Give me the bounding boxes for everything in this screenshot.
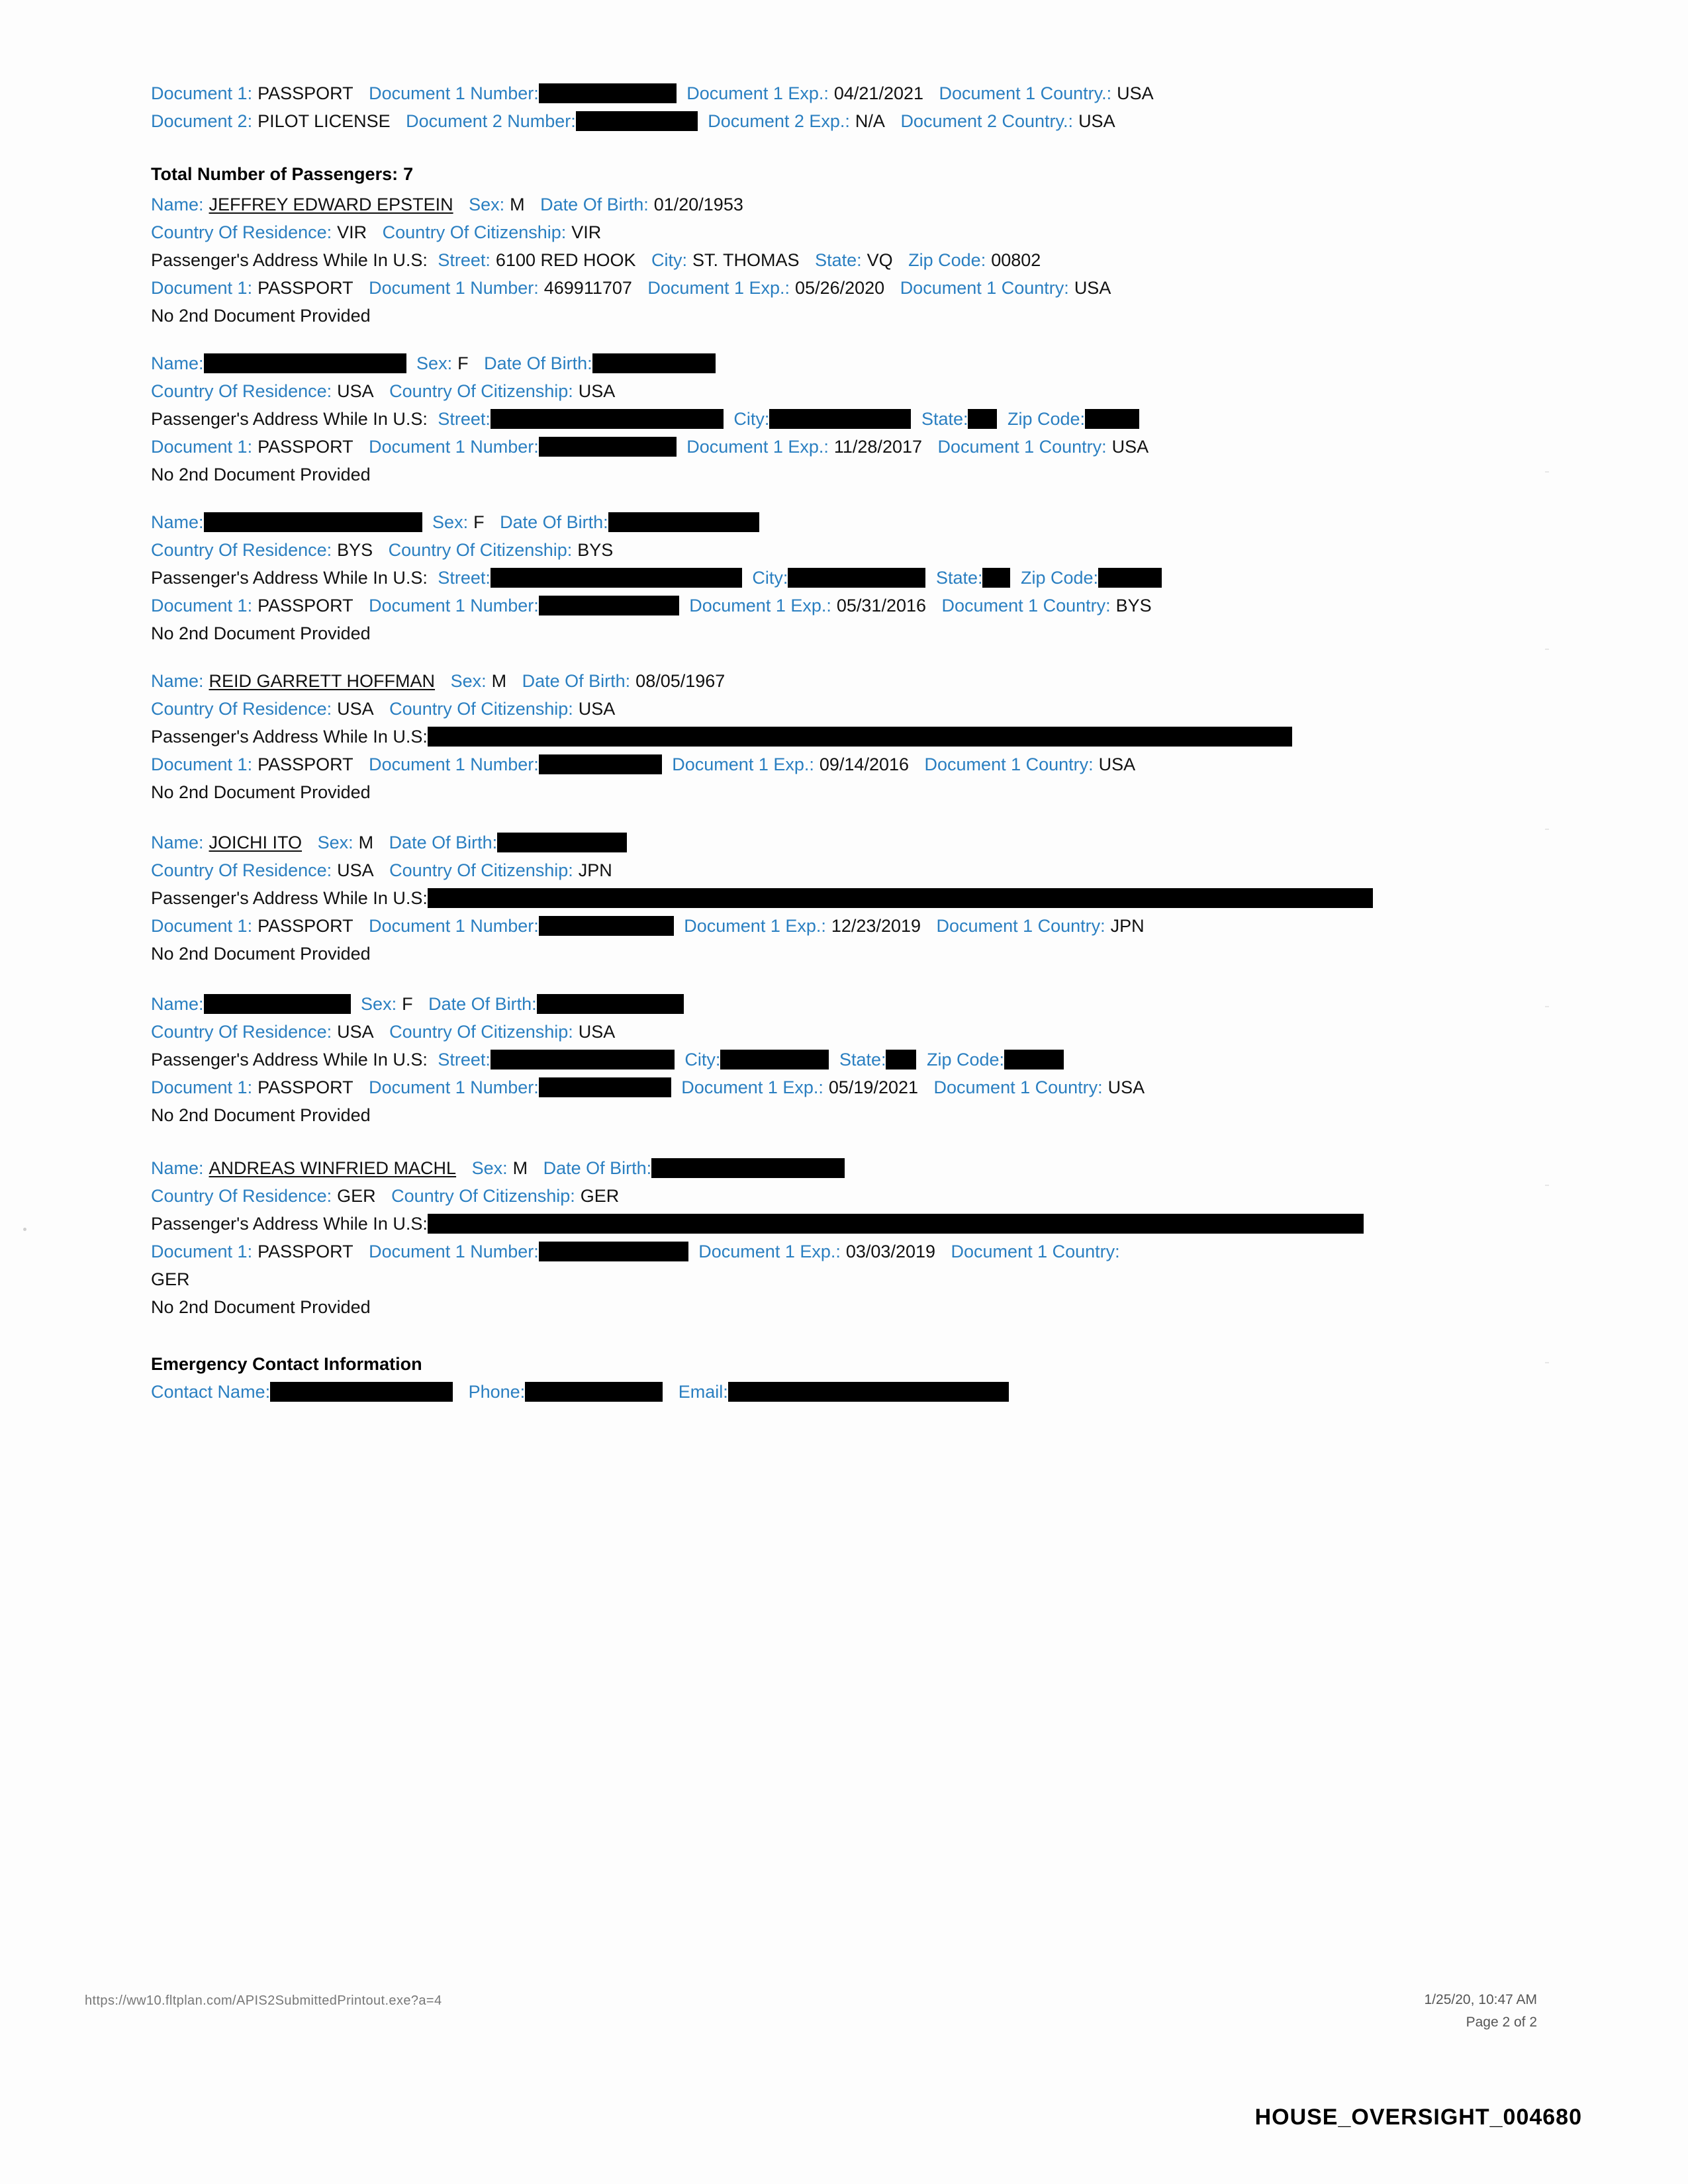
sex-label: Sex:	[450, 671, 487, 691]
header-document-1-line	[151, 79, 1515, 107]
sex-label: Sex:	[361, 994, 397, 1014]
doc1-number-label: Document 1 Number:	[369, 596, 539, 615]
doc1-exp-value: 04/21/2021	[833, 83, 924, 103]
sex-label: Sex:	[432, 512, 469, 532]
passenger-residence: USA	[337, 1022, 374, 1042]
residence-label: Country Of Residence:	[151, 1022, 332, 1042]
passenger-country-line	[151, 536, 1515, 564]
doc2-exp-value: N/A	[855, 111, 885, 131]
state-label: State:	[839, 1050, 886, 1069]
passenger-identity-line	[151, 349, 1515, 377]
residence-label: Country Of Residence:	[151, 699, 332, 719]
state-label: State:	[921, 409, 968, 429]
passenger-total-line	[151, 160, 1515, 188]
doc2-country-value: USA	[1078, 111, 1115, 131]
citizenship-label: Country Of Citizenship:	[388, 540, 573, 560]
doc1-number-label: Document 1 Number:	[369, 1242, 539, 1261]
passenger-block	[151, 191, 1515, 330]
emergency-contact-section	[151, 1350, 1515, 1406]
doc1-country-label: Document 1 Country:	[937, 437, 1107, 457]
passenger-residence: GER	[337, 1186, 376, 1206]
contact-phone-redaction	[525, 1382, 663, 1402]
scan-artifact	[1545, 471, 1549, 473]
doc1-country-label: Document 1 Country:	[941, 596, 1111, 615]
dob-label: Date Of Birth:	[522, 671, 631, 691]
scan-artifact	[1545, 1006, 1549, 1007]
passenger-second-document-line: No 2nd Document Provided	[151, 465, 371, 484]
passenger-doc1-country: BYS	[1115, 596, 1152, 615]
passenger-identity-line	[151, 191, 1515, 218]
passenger-dob-redaction	[537, 994, 684, 1014]
contact-email-redaction	[728, 1382, 1009, 1402]
scan-artifact	[1545, 1185, 1549, 1186]
passenger-block	[151, 667, 1515, 806]
doc1-exp-label: Document 1 Exp.:	[686, 437, 829, 457]
doc2-label: Document 2:	[151, 111, 253, 131]
passenger-doc1: PASSPORT	[258, 916, 353, 936]
doc1-exp-label: Document 1 Exp.:	[681, 1077, 823, 1097]
residence-label: Country Of Residence:	[151, 381, 332, 401]
doc1-country-label: Document 1 Country:	[951, 1242, 1120, 1261]
dob-label: Date Of Birth:	[540, 195, 649, 214]
passenger-document-line	[151, 592, 1515, 619]
address-label: Passenger's Address While In U.S:	[151, 409, 428, 429]
zip-label: Zip Code:	[1021, 568, 1099, 588]
passenger-second-document-line: No 2nd Document Provided	[151, 1105, 371, 1125]
state-label: State:	[935, 568, 983, 588]
passenger-citizenship: USA	[578, 381, 616, 401]
passenger-doc1-number-redaction	[539, 437, 677, 457]
doc1-number-label: Document 1 Number:	[369, 83, 539, 103]
passenger-doc1: PASSPORT	[258, 278, 353, 298]
passenger-address-line	[151, 246, 1515, 274]
doc2-exp-label: Document 2 Exp.:	[708, 111, 850, 131]
passenger-name: JOICHI ITO	[209, 833, 303, 852]
emergency-contact-title: Emergency Contact Information	[151, 1354, 422, 1374]
passenger-citizenship: GER	[580, 1186, 620, 1206]
passenger-address-redaction	[428, 727, 1292, 747]
passenger-citizenship: VIR	[571, 222, 602, 242]
doc2-value: PILOT LICENSE	[258, 111, 391, 131]
dob-label: Date Of Birth:	[484, 353, 592, 373]
sex-label: Sex:	[471, 1158, 508, 1178]
passenger-address-line	[151, 564, 1515, 592]
name-label: Name:	[151, 994, 204, 1014]
doc2-number-label: Document 2 Number:	[406, 111, 576, 131]
passenger-sex: F	[473, 512, 485, 532]
name-label: Name:	[151, 671, 204, 691]
passenger-doc1-country: USA	[1107, 1077, 1145, 1097]
doc2-country-label: Document 2 Country.:	[900, 111, 1074, 131]
passenger-total-value: 7	[403, 164, 414, 184]
passenger-citizenship: USA	[578, 1022, 616, 1042]
passenger-residence: USA	[337, 381, 374, 401]
doc1-exp-label: Document 1 Exp.:	[686, 83, 829, 103]
passenger-second-document-line: No 2nd Document Provided	[151, 782, 371, 802]
name-label: Name:	[151, 1158, 204, 1178]
contact-email-label: Email:	[678, 1382, 728, 1402]
contact-name-label: Contact Name:	[151, 1382, 271, 1402]
passenger-doc1: PASSPORT	[258, 754, 353, 774]
scan-artifact	[1545, 829, 1549, 830]
city-label: City:	[684, 1050, 721, 1069]
passenger-address-line	[151, 1210, 1515, 1238]
contact-phone-label: Phone:	[468, 1382, 526, 1402]
doc1-label: Document 1:	[151, 1077, 253, 1097]
zip-label: Zip Code:	[927, 1050, 1005, 1069]
passenger-doc1: PASSPORT	[258, 1242, 353, 1261]
passenger-state-redaction	[982, 568, 1010, 588]
sex-label: Sex:	[469, 195, 505, 214]
dob-label: Date Of Birth:	[428, 994, 537, 1014]
contact-name-redaction	[270, 1382, 453, 1402]
doc1-country-label: Document 1 Country:	[924, 754, 1094, 774]
passenger-zip-redaction	[1085, 409, 1139, 429]
passenger-doc1-number-redaction	[539, 754, 662, 774]
passenger-doc1-exp: 05/26/2020	[795, 278, 885, 298]
passenger-block	[151, 349, 1515, 488]
passenger-document-line	[151, 1238, 1515, 1265]
city-label: City:	[733, 409, 770, 429]
passenger-doc1-number-redaction	[539, 596, 679, 615]
zip-label: Zip Code:	[908, 250, 986, 270]
passenger-second-document-line: No 2nd Document Provided	[151, 944, 371, 964]
passenger-document-line	[151, 433, 1515, 461]
passenger-identity-line	[151, 990, 1515, 1018]
passenger-sex: M	[510, 195, 525, 214]
passenger-identity-line	[151, 508, 1515, 536]
citizenship-label: Country Of Citizenship:	[391, 1186, 575, 1206]
passenger-city: ST. THOMAS	[692, 250, 800, 270]
passenger-doc1-country: JPN	[1110, 916, 1145, 936]
passenger-sex: M	[358, 833, 374, 852]
passenger-block	[151, 1154, 1515, 1321]
passenger-city-redaction	[720, 1050, 829, 1069]
passenger-country-line	[151, 856, 1515, 884]
document-body	[151, 79, 1515, 1426]
passenger-residence: VIR	[337, 222, 367, 242]
passenger-city-redaction	[769, 409, 911, 429]
passenger-doc1-number-redaction	[539, 916, 674, 936]
passenger-state-redaction	[886, 1050, 916, 1069]
name-label: Name:	[151, 512, 204, 532]
address-label: Passenger's Address While In U.S:	[151, 888, 428, 908]
passenger-sex: F	[402, 994, 413, 1014]
passenger-zip-redaction	[1098, 568, 1162, 588]
passenger-sex: F	[457, 353, 469, 373]
address-label: Passenger's Address While In U.S:	[151, 727, 428, 747]
passenger-sex: M	[491, 671, 507, 691]
passenger-dob: 08/05/1967	[635, 671, 726, 691]
address-label: Passenger's Address While In U.S:	[151, 568, 428, 588]
passenger-identity-line	[151, 667, 1515, 695]
passenger-document-line	[151, 912, 1515, 940]
passenger-second-document-line: No 2nd Document Provided	[151, 1297, 371, 1317]
passenger-citizenship: JPN	[578, 860, 612, 880]
passenger-doc1-exp: 03/03/2019	[845, 1242, 936, 1261]
passenger-identity-line	[151, 829, 1515, 856]
doc1-number-label: Document 1 Number:	[369, 1077, 539, 1097]
doc1-country-value: USA	[1117, 83, 1154, 103]
passenger-citizenship: USA	[578, 699, 616, 719]
name-label: Name:	[151, 195, 204, 214]
passenger-state-redaction	[968, 409, 997, 429]
header-document-2-line	[151, 107, 1515, 135]
address-label: Passenger's Address While In U.S:	[151, 1214, 428, 1234]
citizenship-label: Country Of Citizenship:	[382, 222, 567, 242]
passenger-document-line	[151, 1073, 1515, 1101]
passenger-second-document-line: No 2nd Document Provided	[151, 306, 371, 326]
state-label: State:	[815, 250, 862, 270]
residence-label: Country Of Residence:	[151, 540, 332, 560]
passenger-name-redaction	[204, 353, 406, 373]
citizenship-label: Country Of Citizenship:	[389, 860, 573, 880]
doc1-label: Document 1:	[151, 1242, 253, 1261]
footer-page-number: Page 2 of 2	[1466, 2015, 1537, 2030]
address-label: Passenger's Address While In U.S:	[151, 1050, 428, 1069]
dob-label: Date Of Birth:	[389, 833, 498, 852]
doc1-number-label: Document 1 Number:	[369, 916, 539, 936]
passenger-doc1: PASSPORT	[258, 1077, 353, 1097]
passenger-street-redaction	[491, 1050, 675, 1069]
passenger-citizenship: BYS	[577, 540, 614, 560]
street-label: Street:	[438, 250, 491, 270]
passenger-doc1-country: USA	[1074, 278, 1111, 298]
zip-label: Zip Code:	[1008, 409, 1086, 429]
footer-timestamp: 1/25/20, 10:47 AM	[1424, 1992, 1537, 2007]
city-label: City:	[651, 250, 688, 270]
passenger-address-line	[151, 884, 1515, 912]
doc1-exp-label: Document 1 Exp.:	[684, 916, 826, 936]
doc1-country-label: Document 1 Country:	[900, 278, 1069, 298]
passenger-zip-redaction	[1004, 1050, 1064, 1069]
doc1-exp-label: Document 1 Exp.:	[698, 1242, 841, 1261]
name-label: Name:	[151, 833, 204, 852]
passenger-doc1-country: USA	[1098, 754, 1136, 774]
passenger-doc1-country: GER	[151, 1269, 190, 1289]
passenger-address-line	[151, 405, 1515, 433]
passenger-name: REID GARRETT HOFFMAN	[209, 671, 436, 691]
passenger-name: ANDREAS WINFRIED MACHL	[209, 1158, 457, 1178]
passenger-doc1-exp: 09/14/2016	[819, 754, 910, 774]
passenger-doc1: PASSPORT	[258, 437, 353, 457]
passenger-doc1-number-redaction	[539, 1242, 688, 1261]
passenger-block	[151, 990, 1515, 1129]
passenger-street-redaction	[491, 409, 724, 429]
doc1-exp-label: Document 1 Exp.:	[689, 596, 831, 615]
passenger-residence: BYS	[337, 540, 373, 560]
emergency-contact-line	[151, 1378, 1515, 1406]
passenger-doc1-number: 469911707	[543, 278, 632, 298]
sex-label: Sex:	[317, 833, 353, 852]
doc1-exp-label: Document 1 Exp.:	[647, 278, 790, 298]
passenger-doc1-exp: 12/23/2019	[831, 916, 921, 936]
passenger-city-redaction	[788, 568, 925, 588]
bates-stamp: HOUSE_OVERSIGHT_004680	[1254, 2105, 1582, 2130]
passenger-identity-line	[151, 1154, 1515, 1182]
dob-label: Date Of Birth:	[500, 512, 608, 532]
scan-artifact	[1545, 649, 1549, 650]
passenger-name-redaction	[204, 512, 422, 532]
passenger-block	[151, 508, 1515, 647]
dob-label: Date Of Birth:	[543, 1158, 652, 1178]
doc1-value: PASSPORT	[258, 83, 353, 103]
address-label: Passenger's Address While In U.S:	[151, 250, 428, 270]
residence-label: Country Of Residence:	[151, 860, 332, 880]
passenger-doc1-exp: 11/28/2017	[833, 437, 923, 457]
doc1-country-label: Document 1 Country.:	[939, 83, 1112, 103]
passenger-dob-redaction	[497, 833, 627, 852]
passenger-doc1-exp: 05/19/2021	[828, 1077, 919, 1097]
passenger-zip: 00802	[991, 250, 1041, 270]
passenger-street: 6100 RED HOOK	[495, 250, 636, 270]
doc1-number-redaction	[539, 83, 677, 103]
passenger-document-line	[151, 274, 1515, 302]
doc1-label: Document 1:	[151, 916, 253, 936]
passenger-name-redaction	[204, 994, 351, 1014]
doc1-label: Document 1:	[151, 596, 253, 615]
doc1-country-label: Document 1 Country:	[936, 916, 1105, 936]
passenger-address-line	[151, 723, 1515, 751]
scan-artifact	[1545, 1362, 1549, 1363]
name-label: Name:	[151, 353, 204, 373]
doc1-label: Document 1:	[151, 278, 253, 298]
passenger-second-document-line: No 2nd Document Provided	[151, 623, 371, 643]
doc1-label: Document 1:	[151, 83, 253, 103]
passenger-street-redaction	[491, 568, 742, 588]
citizenship-label: Country Of Citizenship:	[389, 381, 573, 401]
residence-label: Country Of Residence:	[151, 222, 332, 242]
passenger-address-redaction	[428, 888, 1373, 908]
doc1-number-label: Document 1 Number:	[369, 278, 539, 298]
passenger-total-label: Total Number of Passengers:	[151, 164, 399, 184]
passenger-residence: USA	[337, 699, 374, 719]
doc1-exp-label: Document 1 Exp.:	[672, 754, 814, 774]
passenger-doc1-number-redaction	[539, 1077, 671, 1097]
passenger-doc1-country: USA	[1111, 437, 1149, 457]
street-label: Street:	[438, 409, 491, 429]
doc1-country-label: Document 1 Country:	[933, 1077, 1103, 1097]
passenger-address-line	[151, 1046, 1515, 1073]
header-documents	[151, 79, 1515, 135]
passenger-name: JEFFREY EDWARD EPSTEIN	[209, 195, 453, 214]
passenger-document-line	[151, 751, 1515, 778]
citizenship-label: Country Of Citizenship:	[389, 699, 573, 719]
passenger-dob-redaction	[592, 353, 716, 373]
doc1-label: Document 1:	[151, 437, 253, 457]
residence-label: Country Of Residence:	[151, 1186, 332, 1206]
footer-url: https://ww10.fltplan.com/APIS2SubmittedPrintout.exe?a=4	[85, 1993, 442, 2008]
passenger-country-line	[151, 695, 1515, 723]
passenger-state: VQ	[867, 250, 893, 270]
doc2-number-redaction	[576, 111, 698, 131]
doc1-number-label: Document 1 Number:	[369, 754, 539, 774]
passenger-dob: 01/20/1953	[653, 195, 743, 214]
passenger-address-redaction	[428, 1214, 1364, 1234]
street-label: Street:	[438, 568, 491, 588]
city-label: City:	[752, 568, 788, 588]
doc1-label: Document 1:	[151, 754, 253, 774]
passenger-country-line	[151, 1018, 1515, 1046]
passenger-block	[151, 829, 1515, 968]
passenger-country-line	[151, 377, 1515, 405]
passenger-sex: M	[512, 1158, 528, 1178]
passenger-doc1-exp: 05/31/2016	[836, 596, 927, 615]
page-artifact-dot	[23, 1228, 26, 1231]
footer-meta	[1425, 1989, 1537, 2034]
passenger-dob-redaction	[651, 1158, 845, 1178]
street-label: Street:	[438, 1050, 491, 1069]
passenger-country-line	[151, 1182, 1515, 1210]
passenger-country-line	[151, 218, 1515, 246]
passenger-doc1: PASSPORT	[258, 596, 353, 615]
passenger-residence: USA	[337, 860, 374, 880]
passenger-dob-redaction	[608, 512, 759, 532]
doc1-number-label: Document 1 Number:	[369, 437, 539, 457]
citizenship-label: Country Of Citizenship:	[389, 1022, 573, 1042]
sex-label: Sex:	[416, 353, 453, 373]
